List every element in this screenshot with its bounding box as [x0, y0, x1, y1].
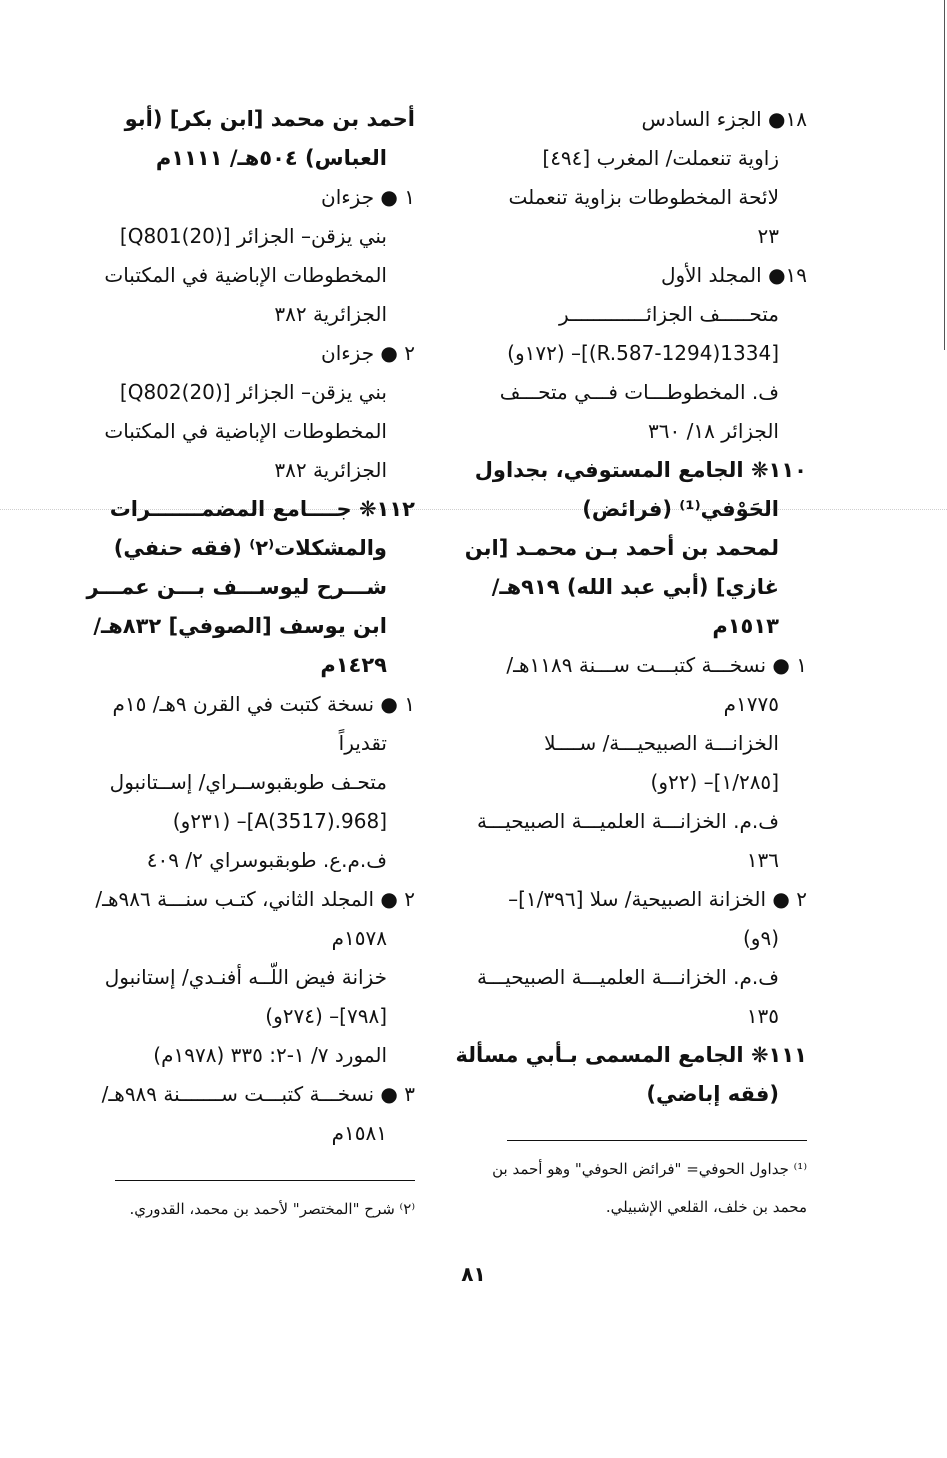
entry-line: ١٩● المجلد الأول [660, 263, 807, 287]
entry-title: (فقه إباضي) [646, 1082, 779, 1106]
entry-author: لمحمد بن أحمد بـن محمـد [ابن [464, 536, 779, 560]
entry-author: شـــرح ليوســـف بـــن عمـــر [86, 575, 387, 599]
page-number: ٨١ [461, 1262, 486, 1286]
entry-line: ٢ ● الخزانة الصبيحية/ سلا [١/٣٩٦]– [508, 887, 807, 911]
entry-author: ١٥١٣م [712, 614, 779, 638]
entry-line: ١٣٥ [746, 1004, 779, 1028]
entry-line: المخطوطات الإباضية في المكتبات [104, 419, 387, 443]
entry-line: متحـف طوبقبوســراي/ إســتانبول [109, 770, 387, 794]
entry-title: ١١٢❋ جــــامع المضمـــــــرات [109, 497, 415, 521]
entry-author: غازي] (أبي عبد الله) ٩١٩هـ/ [491, 575, 779, 599]
entry-line: (٩و) [742, 926, 779, 950]
footnote-left: ⁽٢⁾ شرح "المختصر" لأحمد بن محمد، القدوري. [129, 1200, 415, 1218]
entry-line: ف. المخطوطـــات فـــي متحـــف [499, 380, 779, 404]
entry-line: لائحة المخطوطات بزاوية تنعملت [508, 185, 779, 209]
entry-line: ٣ ● نسخـــة كتبـــت ســـــــنة ٩٨٩هـ/ [101, 1082, 415, 1106]
entry-line: ٢٣ [757, 224, 779, 248]
entry-line: بني يزقن– الجزائر [Q802(20)] [119, 380, 387, 404]
footnote-right: ⁽¹⁾ جداول الحوفي= "فرائض الحوفي" وهو أحمد بن محمد بن خلف، القلعي الإشبيلي. [492, 1160, 807, 1216]
entry-line: الخزانـــة الصبيحيـــة/ ســــلا [544, 731, 779, 755]
scan-edge-line [944, 0, 945, 350]
entry-line: تقديراً [338, 731, 387, 755]
entry-author: العباس) ٥٠٤هـ/ ١١١١م [155, 146, 387, 170]
entry-line: الجزائرية ٣٨٢ [274, 302, 387, 326]
entry-line: الجزائر ١٨/ ٣٦٠ [648, 419, 779, 443]
entry-line: [968.A(3517)]– (٢٣١و) [172, 809, 387, 833]
entry-line: ١٥٨١م [331, 1121, 387, 1145]
entry-line: بني يزقن– الجزائر [Q801(20)] [119, 224, 387, 248]
left-column [86, 100, 415, 1153]
entry-line: ١٣٦ [746, 848, 779, 872]
entry-line: ف.م.ع. طوبقبوسراي ٢/ ٤٠٩ [146, 848, 387, 872]
entry-line: ١ ● نسخة كتبت في القرن ٩هـ/ ١٥م [112, 692, 415, 716]
entry-line: [١/٢٨٥]– (٢٢و) [650, 770, 779, 794]
entry-line: ٢ ● جزءان [321, 341, 415, 365]
entry-line: ٢ ● المجلد الثاني، كتـب سنـــة ٩٨٦هـ/ [95, 887, 415, 911]
entry-title: ١١١❋ الجامع المسمى بـأبي مسألة [455, 1043, 807, 1067]
entry-line: المورد ٧/ ١-٢: ٣٣٥ (١٩٧٨م) [153, 1043, 387, 1067]
entry-line: [1334(1294-R.587)]– (١٧٢و) [507, 341, 779, 365]
entry-author: ابن يوسف [الصوفي] ٨٣٢هـ/ [93, 614, 387, 638]
entry-line: ١ ● جزءان [321, 185, 415, 209]
right-column [455, 100, 807, 1114]
entry-line: ف.م. الخزانـــة العلميـــة الصبيحيـــة [476, 809, 779, 833]
entry-line: [٧٩٨]– (٢٧٤و) [265, 1004, 387, 1028]
entry-line: ١٧٧٥م [723, 692, 779, 716]
entry-title: والمشكلات⁽٢⁾ (فقه حنفي) [113, 536, 387, 560]
entry-line: ١٥٧٨م [331, 926, 387, 950]
entry-line: خزانة فيض اللّــه أفنـدي/ إستانبول [104, 965, 387, 989]
entry-line: ١ ● نسخـــة كتبـــت ســـنة ١١٨٩هـ/ [506, 653, 807, 677]
entry-line: ف.م. الخزانـــة العلميـــة الصبيحيـــة [476, 965, 779, 989]
footnote-rule [115, 1180, 415, 1181]
entry-line: متحـــــف الجزائـــــــــــــر [559, 302, 779, 326]
entry-line: المخطوطات الإباضية في المكتبات [104, 263, 387, 287]
entry-title: الحَوْفي⁽¹⁾ (فرائض) [582, 497, 779, 521]
footnote-rule [507, 1140, 807, 1141]
entry-line: ١٨● الجزء السادس [641, 107, 807, 131]
entry-line: زاوية تنعملت/ المغرب [٤٩٤] [542, 146, 779, 170]
entry-author: أحمد بن محمد [ابن بكر] (أبو [124, 107, 415, 131]
entry-author: ١٤٢٩م [320, 653, 387, 677]
entry-title: ١١٠❋ الجامع المستوفي، بجداول [474, 458, 807, 482]
entry-line: الجزائرية ٣٨٢ [274, 458, 387, 482]
